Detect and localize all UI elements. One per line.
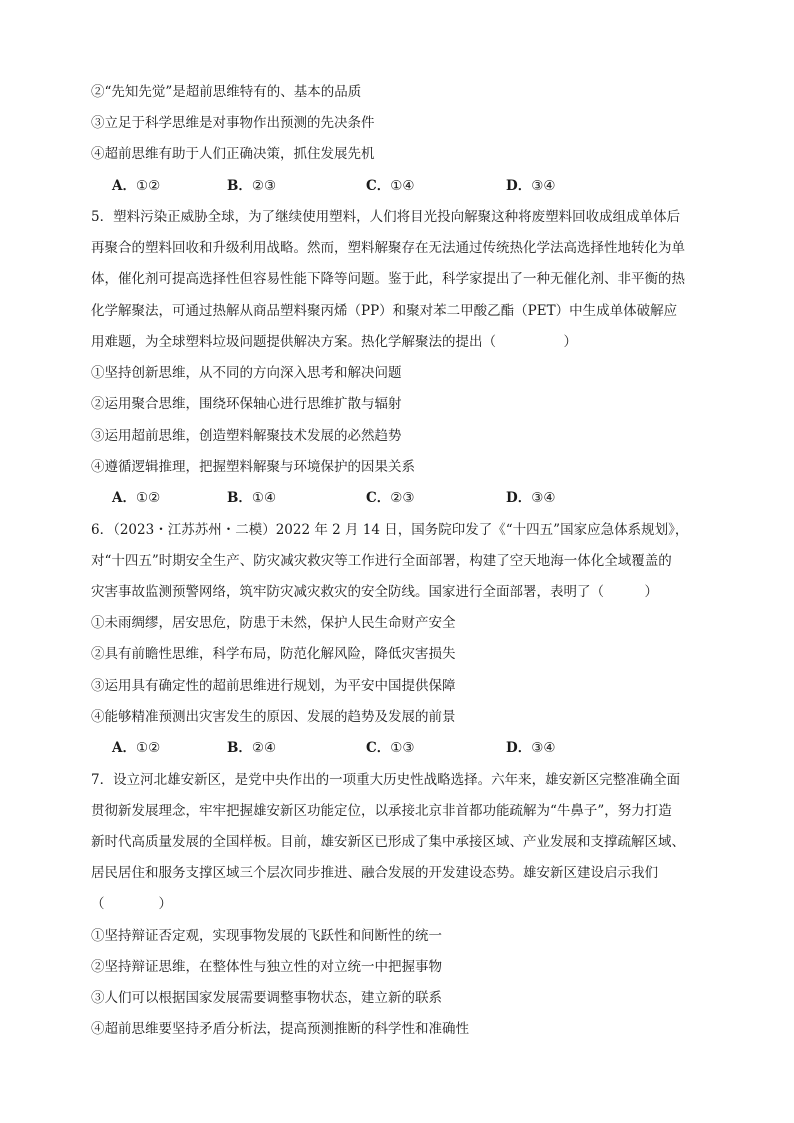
q7-item-1: ①坚持辩证否定观，实现事物发展的飞跃性和间断性的统一: [91, 928, 442, 944]
q7-stem-line-4: 居民居住和服务支撑区域三个层次同步推进、融合发展的开发建设态势。雄安新区建设启示我们: [91, 865, 658, 881]
q5-stem-line-5: 用难题，为全球塑料垃圾问题提供解决方案。热化学解聚法的提出（ ）: [91, 334, 577, 350]
q6-option-a[interactable]: [112, 738, 160, 758]
q5-stem-line-1: 5．塑料污染正威胁全球，为了继续使用塑料，人们将目光投向解聚这种将废塑料回收成组成单体后: [91, 209, 681, 225]
option-label: B．: [227, 178, 252, 194]
option-label: B．: [227, 740, 252, 756]
q6-stem-line-1: 6．（2023・江苏苏州・二模）2022 年 2 月 14 日，国务院印发了《“十四五”国家应急体系规划》，: [91, 522, 689, 538]
q5-option-a[interactable]: [112, 488, 160, 508]
q7-item-3: ③人们可以根据国家发展需要调整事物状态，建立新的联系: [91, 990, 442, 1006]
q7-stem-line-2: 贯彻新发展理念，牢牢把握雄安新区功能定位，以承接北京非首都功能疏解为“牛鼻子”，努力打造: [91, 803, 672, 819]
q7-item-2: ②坚持辩证思维，在整体性与独立性的对立统一中把握事物: [91, 959, 442, 975]
q5-stem-line-4: 化学解聚法，可通过热解从商品塑料聚丙烯（PP）和聚对苯二甲酸乙酯（PET）中生成单体破解应: [91, 303, 678, 319]
option-label: D．: [506, 490, 532, 506]
q5-stem-line-2: 再聚合的塑料回收和升级利用战略。然而，塑料解聚存在无法通过传统热化学法高选择性地转化为单: [91, 240, 685, 256]
q5-item-1: ①坚持创新思维，从不同的方向深入思考和解决问题: [91, 365, 402, 381]
q6-item-1: ①未雨绸缪，居安思危，防患于未然，保护人民生命财产安全: [91, 615, 456, 631]
q4-item-2: ②“先知先觉”是超前思维特有的、基本的品质: [91, 84, 362, 100]
q6-item-3: ③运用具有确定性的超前思维进行规划，为平安中国提供保障: [91, 678, 456, 694]
option-text: ①④: [390, 178, 415, 194]
option-label: B．: [227, 490, 252, 506]
option-label: A．: [112, 178, 136, 194]
q7-stem-line-3: 新时代高质量发展的全国样板。目前，雄安新区已形成了集中承接区域、产业发展和支撑疏解区域、: [91, 834, 685, 850]
q6-option-d[interactable]: [506, 738, 555, 758]
q5-option-b[interactable]: [227, 488, 276, 508]
option-text: ②③: [251, 178, 277, 194]
option-text: ③④: [531, 490, 556, 506]
q7-stem-line-5: （ ）: [91, 896, 172, 912]
q7-stem-line-1: 7．设立河北雄安新区，是党中央作出的一项重大历史性战略选择。六年来，雄安新区完整准确全面: [91, 772, 681, 788]
q6-option-c[interactable]: [366, 738, 414, 758]
q4-option-a[interactable]: [112, 176, 160, 196]
q6-item-4: ④能够精准预测出灾害发生的原因、发展的趋势及发展的前景: [91, 709, 456, 725]
q6-stem-line-3: 灾害事故监测预警网络，筑牢防灾减灾救灾的安全防线。国家进行全面部署，表明了（ ）: [91, 584, 658, 600]
q7-item-4: ④超前思维要坚持矛盾分析法，提高预测推断的科学性和准确性: [91, 1021, 469, 1037]
option-text: ①③: [390, 740, 415, 756]
q4-option-d[interactable]: [506, 176, 555, 196]
q4-option-c[interactable]: [366, 176, 414, 196]
option-label: A．: [112, 740, 136, 756]
option-label: D．: [506, 740, 532, 756]
q6-stem-line-2: 对“十四五”时期安全生产、防灾减灾救灾等工作进行全面部署，构建了空天地海一体化全域覆盖的: [91, 553, 672, 569]
option-label: C．: [366, 490, 391, 506]
option-text: ②④: [251, 740, 277, 756]
q5-option-d[interactable]: [506, 488, 555, 508]
option-text: ①④: [251, 490, 277, 506]
option-text: ③④: [531, 740, 556, 756]
option-text: ①②: [135, 490, 161, 506]
q5-stem-line-3: 体，催化剂可提高选择性但容易性能下降等问题。鉴于此，科学家提出了一种无催化剂、非平衡的热: [91, 271, 685, 287]
option-text: ②③: [390, 490, 415, 506]
option-label: C．: [366, 740, 391, 756]
q5-item-4: ④遵循逻辑推理，把握塑料解聚与环境保护的因果关系: [91, 459, 415, 475]
q6-item-2: ②具有前瞻性思维，科学布局，防范化解风险，降低灾害损失: [91, 646, 456, 662]
q6-option-b[interactable]: [227, 738, 276, 758]
q5-option-c[interactable]: [366, 488, 414, 508]
q4-option-b[interactable]: [227, 176, 276, 196]
option-label: C．: [366, 178, 391, 194]
q5-item-2: ②运用聚合思维，围绕环保轴心进行思维扩散与辐射: [91, 396, 402, 412]
q4-item-3: ③立足于科学思维是对事物作出预测的先决条件: [91, 115, 375, 131]
q5-item-3: ③运用超前思维，创造塑料解聚技术发展的必然趋势: [91, 428, 402, 444]
option-text: ③④: [531, 178, 556, 194]
q4-item-4: ④超前思维有助于人们正确决策，抓住发展先机: [91, 146, 375, 162]
option-text: ①②: [135, 740, 161, 756]
option-text: ①②: [135, 178, 161, 194]
option-label: D．: [506, 178, 532, 194]
option-label: A．: [112, 490, 136, 506]
